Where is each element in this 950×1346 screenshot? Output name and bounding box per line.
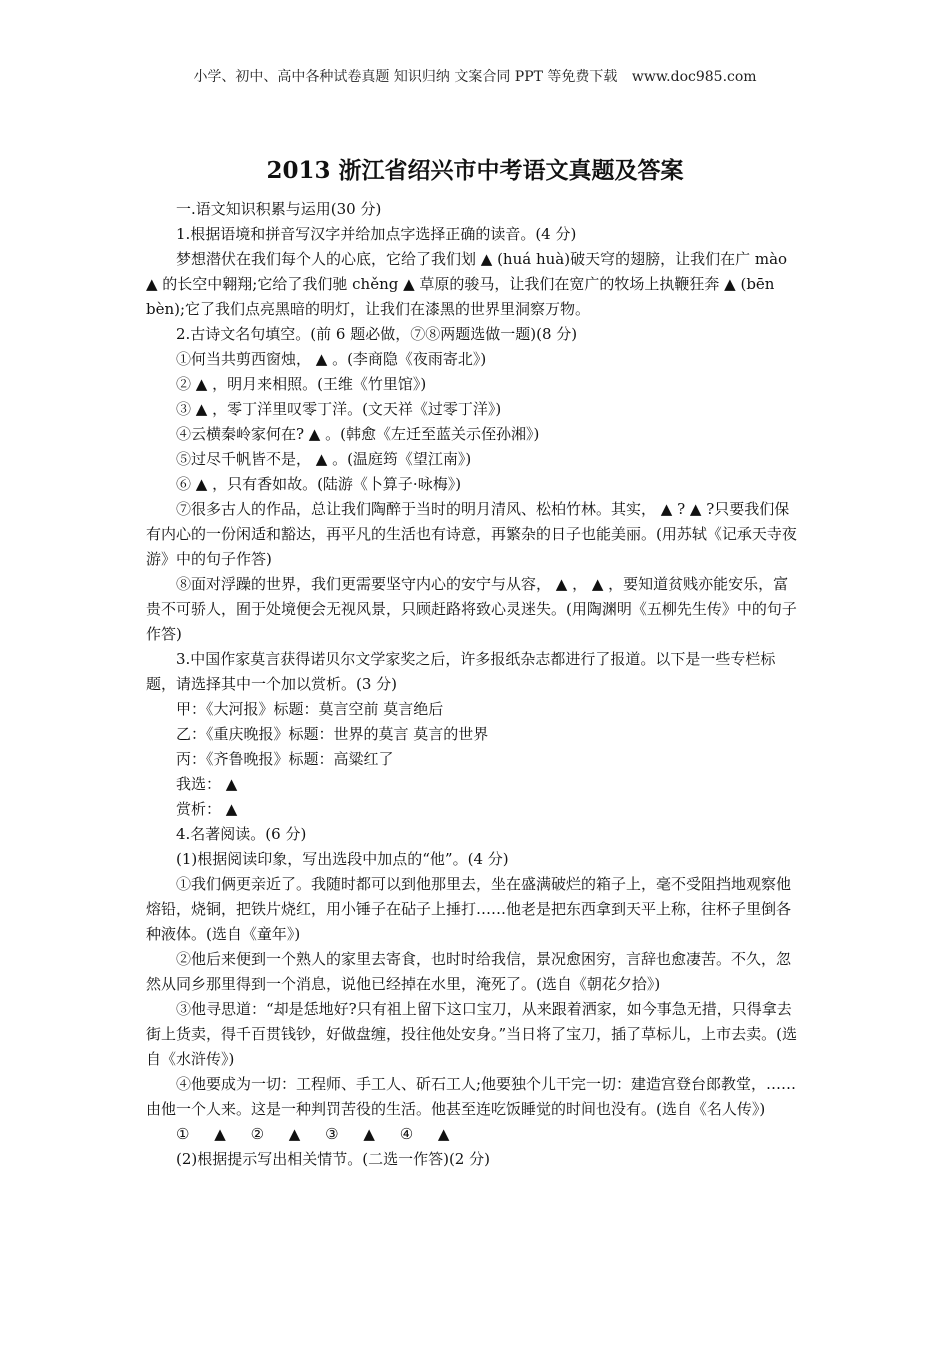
header-site: www.doc985.com [631, 69, 757, 85]
answer-num-3: ③ [325, 1125, 339, 1143]
question-1: 1.根据语境和拼音写汉字并给加点字选择正确的读音。(4 分) [176, 225, 577, 243]
question-4-1: (1)根据阅读印象，写出选段中加点的“他”。(4 分) [176, 850, 509, 868]
my-choice: 我选： ▲ [176, 775, 238, 793]
answer-num-4: ④ [399, 1125, 414, 1143]
poem-item-1: ①何当共剪西窗烛， ▲ 。(李商隐《夜雨寄北》) [176, 350, 487, 368]
question-1-text: 梦想潜伏在我们每个人的心底，它给了我们划 ▲ (huá huà)破天穹的翅膀，让我们在广 mào ▲ 的长空中翱翔;它给了我们驰 chěng ▲ 草原的骏马，让我们在宽广的牧场上执鞭狂奔 ▲ (bēn bèn);它了我们点亮黑暗的明灯，让我们在漆黑的世界里洞察万物。 [146, 250, 788, 318]
page-header [0, 66, 950, 86]
answer-num-1: ① [176, 1125, 190, 1143]
answer-blank-4: ▲ [437, 1125, 450, 1143]
question-4: 4.名著阅读。(6 分) [176, 825, 307, 843]
excerpt-4: ④他要成为一切：工程师、手工人、斫石工人;他要独个儿干完一切：建造宫登台郎教堂，……由他一个人来。这是一种判罚苦役的生活。他甚至连吃饭睡觉的时间也没有。(选自《名人传》) [146, 1075, 797, 1118]
question-4-2: (2)根据提示写出相关情节。(二选一作答)(2 分) [176, 1150, 490, 1168]
page-title: 2013 浙江省绍兴市中考语文真题及答案 [266, 157, 684, 184]
answer-blank-1: ▲ [214, 1125, 226, 1143]
headline-a: 甲：《大河报》标题：莫言空前 莫言绝后 [176, 700, 444, 718]
header-text: 小学、初中、高中各种试卷真题 知识归纳 文案合同 PPT 等免费下载 [193, 69, 618, 85]
answer-blank-3: ▲ [363, 1125, 375, 1143]
appreciation: 赏析： ▲ [176, 800, 238, 818]
excerpt-1: ①我们俩更亲近了。我随时都可以到他那里去，坐在盛满破烂的箱子上，毫不受阻挡地观察他熔铅，烧铜，把铁片烧红，用小锤子在砧子上捶打……他老是把东西拿到天平上称，往杯子里倒各种液体。(选自《童年》) [146, 875, 792, 943]
answer-blank-2: ▲ [288, 1125, 301, 1143]
poem-item-4: ④云横秦岭家何在? ▲ 。(韩愈《左迁至蓝关示侄孙湘》) [176, 425, 540, 443]
poem-item-7: ⑦很多古人的作品，总让我们陶醉于当时的明月清风、松柏竹林。其实， ▲ ? ▲ ?只要我们保有内心的一份闲适和豁达，再平凡的生活也有诗意，再繁杂的日子也能美丽。(用苏轼《记承天寺夜游》中的句子作答) [146, 500, 797, 568]
document-body [146, 197, 802, 1172]
poem-item-3: ③ ▲ ，零丁洋里叹零丁洋。(文天祥《过零丁洋》) [176, 400, 502, 418]
section-heading: 一.语文知识积累与运用(30 分) [176, 200, 382, 218]
question-2: 2.古诗文名句填空。(前 6 题必做，⑦⑧两题选做一题)(8 分) [176, 325, 578, 343]
excerpt-2: ②他后来便到一个熟人的家里去寄食，也时时给我信，景况愈困穷，言辞也愈凄苦。不久，忽然从同乡那里得到一个消息，说他已经掉在水里，淹死了。(选自《朝花夕拾》) [146, 950, 792, 993]
excerpt-3: ③他寻思道：“却是恁地好?只有祖上留下这口宝刀，从来跟着洒家，如今事急无措，只得拿去街上货卖，得千百贯钱钞，好做盘缠，投往他处安身。”当日将了宝刀，插了草标儿，上市去卖。(选自《水浒传》) [146, 1000, 798, 1068]
poem-item-2: ② ▲ ，明月来相照。(王维《竹里馆》) [176, 375, 427, 393]
headline-b: 乙：《重庆晚报》标题：世界的莫言 莫言的世界 [176, 725, 489, 743]
question-3: 3.中国作家莫言获得诺贝尔文学家奖之后，许多报纸杂志都进行了报道。以下是一些专栏标题，请选择其中一个加以赏析。(3 分) [146, 650, 776, 693]
headline-c: 丙：《齐鲁晚报》标题：高粱红了 [176, 750, 394, 768]
poem-item-8: ⑧面对浮躁的世界，我们更需要坚守内心的安宁与从容， ▲ ， ▲ ，要知道贫贱亦能安乐，富贵不可骄人，囿于处境便会无视风景，只顾赶路将致心灵迷失。(用陶渊明《五柳先生传》中的句子作答) [146, 575, 797, 643]
answer-line [146, 1122, 802, 1147]
poem-item-5: ⑤过尽千帆皆不是， ▲ 。(温庭筠《望江南》) [176, 450, 472, 468]
poem-item-6: ⑥ ▲ ，只有香如故。(陆游《卜算子·咏梅》) [176, 475, 462, 493]
answer-num-2: ② [250, 1125, 265, 1143]
